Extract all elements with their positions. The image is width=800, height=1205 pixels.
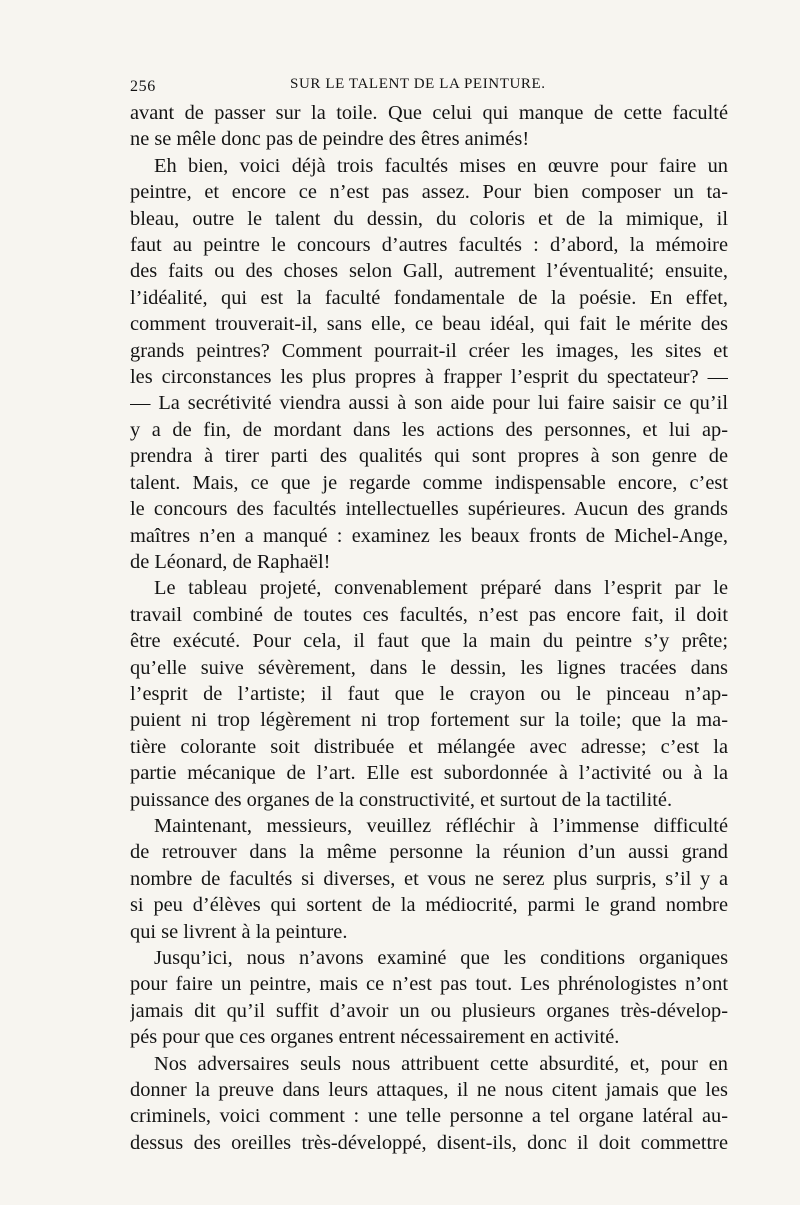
text-line: les circonstances les plus propres à frapper l’esprit du spectateur? — <box>130 366 728 389</box>
page-header <box>130 72 724 102</box>
text-line: Eh bien, voici déjà trois facultés mises en œuvre pour faire un <box>154 154 728 177</box>
text-line: bleau, outre le talent du dessin, du coloris et de la mimique, il <box>130 207 728 230</box>
text-line: être exécuté. Pour cela, il faut que la main du peintre s’y prête; <box>130 630 728 653</box>
text-line: puissance des organes de la constructivité, et surtout de la tactilité. <box>130 788 673 811</box>
text-line: l’idéalité, qui est la faculté fondamentale de la poésie. En effet, <box>130 286 728 309</box>
text-line: travail combiné de toutes ces facultés, n’est pas encore fait, il doit <box>130 603 728 626</box>
body-text <box>130 100 728 1156</box>
text-line: puient ni trop légèrement ni trop fortement sur la toile; que la ma- <box>130 709 728 732</box>
paragraph-4 <box>130 813 728 945</box>
text-line: de retrouver dans la même personne la réunion d’un aussi grand <box>130 841 728 864</box>
text-line: talent. Mais, ce que je regarde comme indispensable encore, c’est <box>130 471 728 494</box>
running-head: SUR LE TALENT DE LA PEINTURE. <box>290 76 546 92</box>
text-line: ne se mêle donc pas de peindre des êtres animés! <box>130 128 530 151</box>
text-line: y a de fin, de mordant dans les actions des personnes, et lui ap- <box>130 418 728 441</box>
text-line: faut au peintre le concours d’autres facultés : d’abord, la mémoire <box>130 234 728 257</box>
text-line: Jusqu’ici, nous n’avons examiné que les conditions organiques <box>154 947 728 969</box>
paragraph-3 <box>130 575 728 813</box>
text-line: prendra à tirer parti des qualités qui sont propres à son genre de <box>130 445 728 468</box>
text-line: des faits ou des choses selon Gall, autrement l’éventualité; ensuite, <box>130 260 728 283</box>
text-line: grands peintres? Comment pourrait-il créer les images, les sites et <box>130 339 728 362</box>
page-number: 256 <box>130 78 156 95</box>
text-line: Maintenant, messieurs, veuillez réfléchir à l’immense difficulté <box>154 814 728 837</box>
paragraph-1 <box>130 100 728 153</box>
text-line: Le tableau projeté, convenablement préparé dans l’esprit par le <box>154 577 728 600</box>
text-line: si peu d’élèves qui sortent de la médiocrité, parmi le grand nombre <box>130 894 728 917</box>
text-line: de Léonard, de Raphaël! <box>130 550 331 573</box>
text-line: qu’elle suive sévèrement, dans le dessin, les lignes tracées dans <box>130 656 728 679</box>
paragraph-2 <box>130 153 728 576</box>
text-line: pour faire un peintre, mais ce n’est pas tout. Les phrénologistes n’ont <box>130 973 728 996</box>
text-line: tière colorante soit distribuée et mélangée avec adresse; c’est la <box>130 735 728 758</box>
paragraph-5 <box>130 945 728 1051</box>
text-line: nombre de facultés si diverses, et vous ne serez plus surpris, s’il y a <box>130 867 728 890</box>
text-line: jamais dit qu’il suffit d’avoir un ou plusieurs organes très-dévelop- <box>130 999 728 1022</box>
text-line: qui se livrent à la peinture. <box>130 920 348 943</box>
text-line: pés pour que ces organes entrent nécessairement en activité. <box>130 1026 620 1049</box>
text-line: criminels, voici comment : une telle personne a tel organe latéral au- <box>130 1105 728 1128</box>
text-line: donner la preuve dans leurs attaques, il ne nous citent jamais que les <box>130 1079 728 1102</box>
text-line: Nos adversaires seuls nous attribuent cette absurdité, et, pour en <box>154 1052 728 1075</box>
text-line: comment trouverait-il, sans elle, ce beau idéal, qui fait le mérite des <box>130 313 728 336</box>
text-line: le concours des facultés intellectuelles supérieures. Aucun des grands <box>130 498 728 521</box>
text-line: maîtres n’en a manqué : examinez les beaux fronts de Michel-Ange, <box>130 524 728 547</box>
text-line: l’esprit de l’artiste; il faut que le crayon ou le pinceau n’ap- <box>130 682 728 705</box>
text-line: partie mécanique de l’art. Elle est subordonnée à l’activité ou à la <box>130 762 728 785</box>
paragraph-6 <box>130 1051 728 1157</box>
text-line: peintre, et encore ce n’est pas assez. Pour bien composer un ta- <box>130 181 728 204</box>
text-line: — La secrétivité viendra aussi à son aide pour lui faire saisir ce qu’il <box>130 392 728 415</box>
text-line: dessus des oreilles très-développé, disent-ils, donc il doit commettre <box>130 1131 728 1154</box>
text-line: avant de passer sur la toile. Que celui qui manque de cette faculté <box>130 102 728 124</box>
